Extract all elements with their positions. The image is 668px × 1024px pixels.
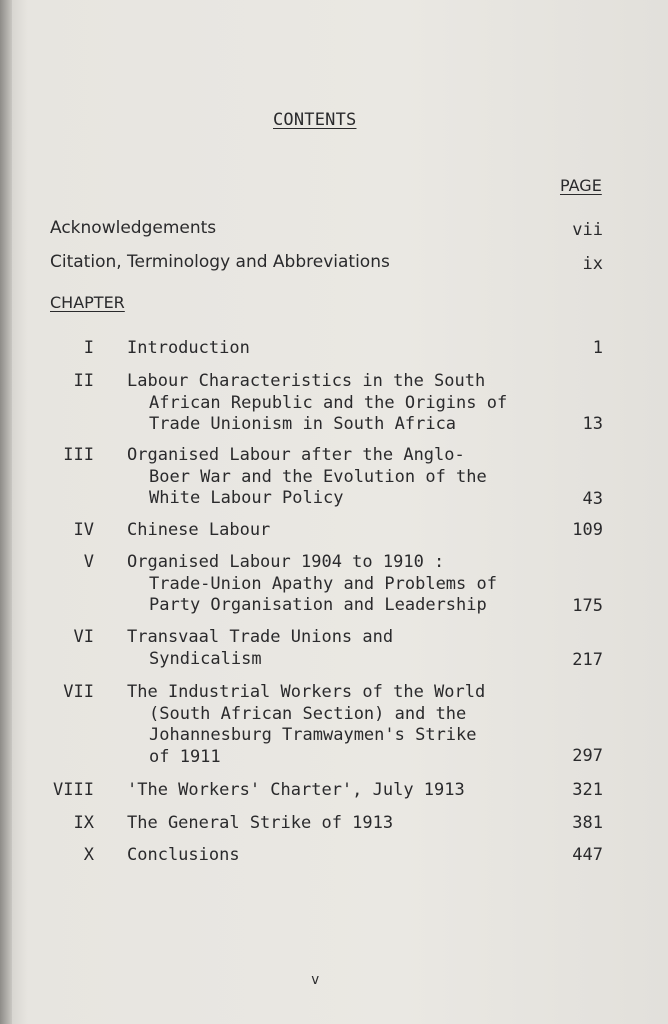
chapter-number: I xyxy=(83,338,94,358)
chapter-title-line: Chinese Labour xyxy=(127,520,271,540)
chapter-title-line: of 1911 xyxy=(149,746,221,767)
chapter-page: 1 xyxy=(592,338,603,358)
front-matter-title: Citation, Terminology and Abbreviations xyxy=(50,252,390,272)
chapter-page: 217 xyxy=(572,650,603,670)
chapter-title xyxy=(127,445,487,510)
chapter-page: 447 xyxy=(572,845,603,865)
chapter-title-line: Syndicalism xyxy=(149,648,262,669)
chapter-title xyxy=(127,780,465,802)
chapter-title xyxy=(127,813,393,835)
chapter-title-line: Labour Characteristics in the South xyxy=(127,371,486,391)
chapter-title-line: Party Organisation and Leadership xyxy=(149,595,487,615)
chapter-title-line: White Labour Policy xyxy=(149,488,344,508)
chapter-title-line: The Industrial Workers of the World xyxy=(127,682,486,702)
contents-heading: CONTENTS xyxy=(273,110,357,130)
chapter-title xyxy=(127,371,507,436)
front-matter-page: vii xyxy=(572,220,603,240)
chapter-column-header: CHAPTER xyxy=(50,293,125,312)
chapter-title-line: The General Strike of 1913 xyxy=(127,813,394,833)
chapter-page: 297 xyxy=(572,746,603,766)
chapter-title xyxy=(127,682,485,768)
chapter-title-line: Organised Labour after the Anglo- xyxy=(127,445,465,465)
chapter-number: IV xyxy=(73,520,94,540)
chapter-title-line: Conclusions xyxy=(127,845,240,865)
front-matter-title: Acknowledgements xyxy=(50,218,217,238)
chapter-page: 109 xyxy=(572,520,603,540)
book-spine-shadow xyxy=(0,0,12,1024)
chapter-number: V xyxy=(83,552,94,572)
chapter-title xyxy=(127,845,240,867)
chapter-title-line: (South African Section) and the xyxy=(149,703,467,724)
chapter-number: II xyxy=(73,371,94,391)
chapter-number: VII xyxy=(63,682,94,702)
chapter-title-line: 'The Workers' Charter', July 1913 xyxy=(127,780,465,800)
chapter-title-line: Trade Unionism in South Africa xyxy=(149,414,457,434)
chapter-number: IX xyxy=(73,813,94,833)
chapter-page: 43 xyxy=(582,489,603,509)
chapter-number: VIII xyxy=(53,780,94,800)
chapter-title xyxy=(127,627,393,670)
chapter-title-line: Boer War and the Evolution of the xyxy=(149,466,487,487)
chapter-title-line: Johannesburg Tramwaymen's Strike xyxy=(149,725,477,745)
chapter-title-line: Introduction xyxy=(127,338,250,358)
chapter-title-line: African Republic and the Origins of xyxy=(149,392,508,413)
chapter-page: 13 xyxy=(582,414,603,434)
page-folio: v xyxy=(311,972,320,988)
chapter-number: VI xyxy=(73,627,94,647)
chapter-number: X xyxy=(83,845,94,865)
chapter-page: 321 xyxy=(572,780,603,800)
chapter-title xyxy=(127,552,497,617)
chapter-number: III xyxy=(63,445,94,465)
chapter-title xyxy=(127,520,270,542)
front-matter-page: ix xyxy=(582,254,603,274)
chapter-title-line: Organised Labour 1904 to 1910 : xyxy=(127,552,445,572)
chapter-page: 175 xyxy=(572,596,603,616)
page-column-header: PAGE xyxy=(560,176,602,195)
chapter-title-line: Trade-Union Apathy and Problems of xyxy=(149,573,497,594)
chapter-title-line: Transvaal Trade Unions and xyxy=(127,627,394,647)
chapter-page: 381 xyxy=(572,813,603,833)
chapter-title xyxy=(127,338,250,360)
